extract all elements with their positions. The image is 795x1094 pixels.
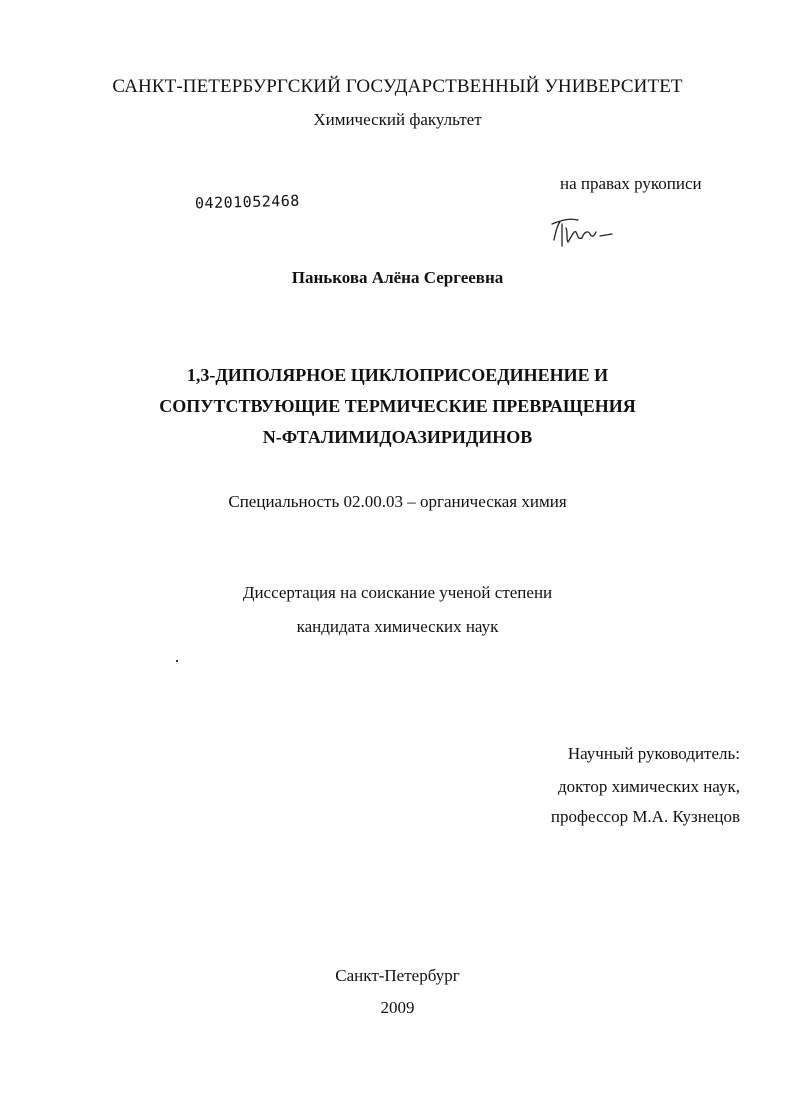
title-line: N-ФТАЛИМИДОАЗИРИДИНОВ [262, 427, 533, 447]
year: 2009 [380, 998, 415, 1017]
signature-icon [548, 212, 618, 252]
degree-line-1: Диссертация на соискание ученой степени [242, 583, 553, 602]
supervisor-degree: доктор химических наук, [557, 777, 740, 796]
specialty: Специальность 02.00.03 – органическая химия [228, 492, 567, 511]
supervisor-name: профессор М.А. Кузнецов [550, 807, 740, 826]
stamp-number: 04201052468 [194, 191, 301, 213]
title-line: СОПУТСТВУЮЩИЕ ТЕРМИЧЕСКИЕ ПРЕВРАЩЕНИЯ [159, 396, 636, 416]
city: Санкт-Петербург [335, 966, 460, 985]
title-line: 1,3-ДИПОЛЯРНОЕ ЦИКЛОПРИСОЕДИНЕНИЕ И [186, 365, 609, 385]
faculty-name: Химический факультет [313, 110, 482, 129]
university-name: САНКТ-ПЕТЕРБУРГСКИЙ ГОСУДАРСТВЕННЫЙ УНИВЕРСИТЕТ [112, 76, 683, 97]
supervisor-label: Научный руководитель: [567, 744, 740, 763]
degree-line-2: кандидата химических наук [296, 617, 499, 636]
dissertation-title [0, 360, 795, 453]
stray-dot [176, 660, 178, 662]
manuscript-note: на правах рукописи [560, 174, 702, 193]
author-name: Панькова Алёна Сергеевна [291, 268, 504, 287]
